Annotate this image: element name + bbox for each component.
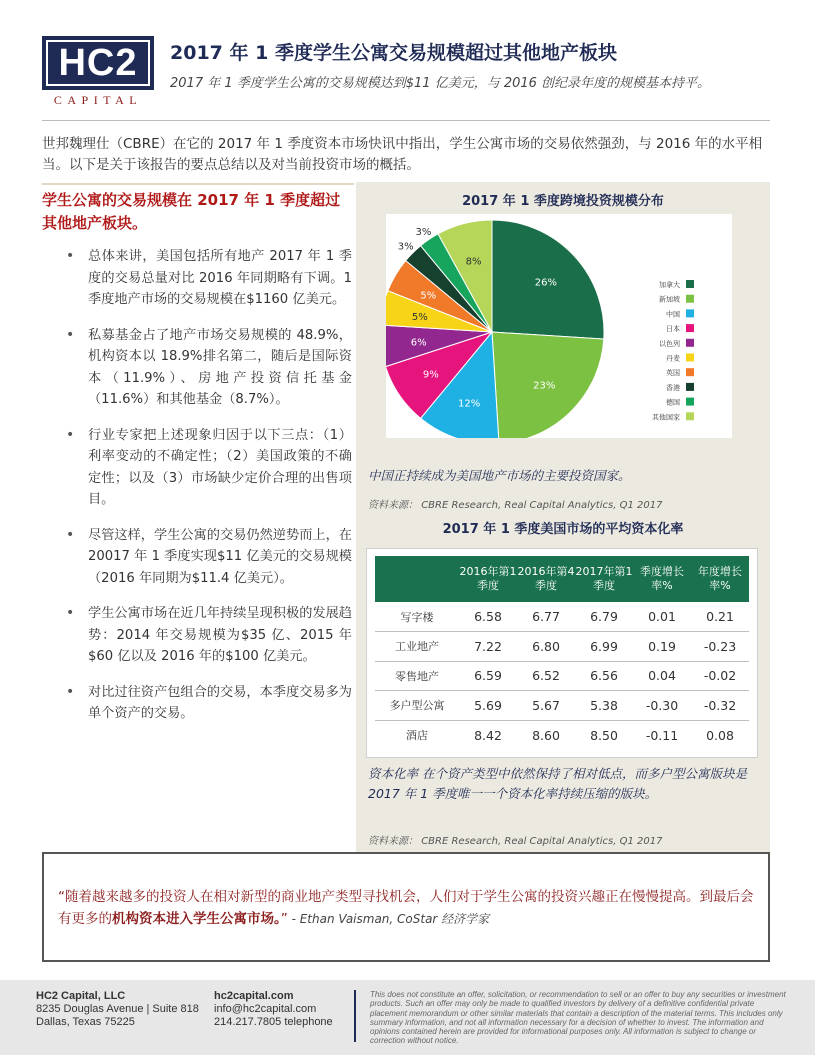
legend-label-5: 丹麦 (666, 354, 680, 363)
footer-phone: 214.217.7805 telephone (214, 1016, 333, 1028)
footer-company: HC2 Capital, LLC (36, 990, 126, 1002)
table-cell: 6.59 (459, 661, 517, 691)
legend-swatch-1 (686, 295, 694, 303)
table-cell: -0.30 (633, 691, 691, 721)
bullet-item: • 总体来讲，美国包括所有地产 2017 年 1 季度的交易总量对比 2016 年同期略有下调。1 季度地产市场的交易规模在$1160 亿美元。 (64, 246, 352, 311)
table-caption: 资本化率 在个资产类型中依然保持了相对低点，而多户型公寓版块是 2017 年 1 季度唯一一个资本化率持续压缩的版块。 (368, 766, 747, 801)
legend-label-8: 德国 (666, 398, 680, 407)
key-points-list (64, 246, 352, 725)
table-cell: 0.21 (691, 602, 749, 632)
table-row (375, 602, 749, 632)
pie-chart-container (386, 214, 732, 438)
chart-caption: 中国正持续成为美国地产市场的主要投资国家。 (368, 468, 631, 483)
chart-source (368, 496, 662, 511)
pie-label-5: 5% (411, 311, 428, 323)
legend-swatch-9 (686, 412, 694, 420)
table-cell: 7.22 (459, 632, 517, 662)
table-row (375, 632, 749, 662)
table-cell: 酒店 (406, 729, 428, 742)
table-cell: 0.04 (633, 661, 691, 691)
legend-label-0: 加拿大 (659, 281, 680, 289)
footer-email-link[interactable]: info@hc2capital.com (214, 1003, 317, 1015)
bullet-item: • 对比过往资产包组合的交易，本季度交易多为单个资产的交易。 (64, 682, 352, 725)
legend-label-4: 以色列 (659, 339, 680, 348)
table-row (375, 661, 749, 691)
legend-swatch-7 (686, 383, 694, 391)
logo-subtext: CAPITAL (53, 93, 143, 107)
company-logo (42, 36, 154, 108)
footer-address-line: Dallas, Texas 75225 (36, 1016, 135, 1028)
header-divider (42, 120, 770, 121)
bullet-item: • 尽管这样，学生公寓的交易仍然逆势而上，在 20017 年 1 季度实现$11 亿美元的交易规模（2016 年同期为$11.4 亿美元）。 (64, 525, 352, 590)
page-footer (0, 980, 815, 1055)
sidebar-panel (356, 182, 770, 852)
page-title: 2017 年 1 季度学生公寓交易规模超过其他地产板块 (170, 42, 617, 64)
legend-swatch-6 (686, 368, 694, 376)
pie-label-2: 12% (458, 398, 481, 410)
footer-divider (354, 990, 356, 1042)
header-cell: 2017年第1季度 (575, 556, 633, 602)
legend-swatch-2 (686, 309, 694, 317)
table-cell: 0.19 (633, 632, 691, 662)
legend-label-6: 英国 (666, 369, 680, 378)
quote-box (42, 852, 770, 962)
table-cell: 6.52 (517, 661, 575, 691)
source-label: 资料来源： (368, 500, 418, 511)
header-cell: 2016年第1季度 (459, 556, 517, 602)
table-cell: 8.60 (532, 727, 560, 743)
footer-links (214, 990, 333, 1029)
table-cell: 6.77 (517, 602, 575, 632)
pie-chart (386, 214, 732, 438)
footer-disclaimer: This does not constitute an offer, solicitation, or recommendation to sell or an offer to buy any securities or investment products. Such an offer may only be made to qualified investors by delivery of a definitive confidential private placement memorandum or other similar materials that contain a description of the material terms. This includes only summary information, and not all information necessary for a decision of whether to invest. The information and opinions contained herein are provided for informational purposes only. All information is subject to change or correction without notice. (370, 990, 786, 1046)
legend-label-9: 其他国家 (652, 413, 680, 422)
section-heading: 学生公寓的交易规模在 2017 年 1 季度超过其他地产板块。 (42, 183, 354, 235)
pie-label-0: 26% (534, 277, 558, 289)
legend-swatch-5 (686, 354, 694, 362)
table-cell: 多户型公寓 (375, 691, 459, 721)
footer-contact (36, 990, 199, 1029)
legend-swatch-8 (686, 398, 694, 406)
table-row (375, 691, 749, 721)
chart-title: 2017 年 1 季度跨境投资规模分布 (462, 194, 664, 209)
bullet-item: • 私募基金占了地产市场交易规模的 48.9%，机构资本以 18.9%排名第二，随后是国际资本（11.9%）、房地产投资信托基金（11.6%）和其他基金（8.7%）。 (64, 325, 352, 411)
cap-rate-table-container (366, 548, 758, 758)
table-title: 2017 年 1 季度美国市场的平均资本化率 (442, 522, 684, 537)
source-text: CBRE Research, Real Capital Analytics, Q1 2017 (421, 500, 663, 511)
table-cell: 5.69 (459, 691, 517, 721)
table-cell: 8.42 (474, 727, 502, 743)
table-cell: -0.23 (691, 632, 749, 662)
table-cell: 零售地产 (375, 661, 459, 691)
footer-website-link[interactable]: hc2capital.com (214, 990, 294, 1002)
header-cell: 季度增长率% (633, 556, 691, 602)
header-cell (375, 556, 459, 602)
header-cell: 年度增长率% (691, 556, 749, 602)
table-cell: 工业地产 (375, 632, 459, 662)
table-cell: 6.58 (459, 602, 517, 632)
source-label: 资料来源： (368, 836, 418, 847)
legend-label-2: 中国 (666, 310, 680, 319)
table-cell: 5.67 (517, 691, 575, 721)
pie-label-7: 3% (397, 241, 414, 253)
table-cell: 8.50 (590, 727, 618, 743)
pie-label-1: 23% (533, 380, 556, 392)
bullet-item: • 学生公寓市场在近几年持续呈现积极的发展趋势：2014 年交易规模为$35 亿、2015 年$60 亿以及 2016 年的$100 亿美元。 (64, 603, 352, 668)
table-cell: 6.56 (575, 661, 633, 691)
table-cell: -0.32 (691, 691, 749, 721)
table-cell: 0.08 (706, 727, 734, 743)
footer-address-line: 8235 Douglas Avenue | Suite 818 (36, 1003, 199, 1015)
header-cell: 2016年第4季度 (517, 556, 575, 602)
quote-text: “随着越来越多的投资人在相对新型的商业地产类型寻找机会，人们对于学生公寓的投资兴趣正在慢慢提高。到最后会有更多的 (58, 889, 754, 927)
legend-label-7: 香港 (666, 383, 680, 392)
table-row (375, 720, 749, 750)
quote-emphasis: 机构资本进入学生公寓市场。 (112, 911, 281, 927)
logo-mark: HC2 (42, 36, 154, 90)
table-cell: 6.99 (575, 632, 633, 662)
table-source (368, 832, 662, 847)
page-subtitle: 2017 年 1 季度学生公寓的交易规模达到$11 亿美元，与 2016 创纪录年度的规模基本持平。 (170, 76, 711, 91)
table-header-row (375, 556, 749, 602)
table-cell: 0.01 (633, 602, 691, 632)
table-cell: 5.38 (575, 691, 633, 721)
legend-label-3: 日本 (666, 325, 680, 334)
quote-attribution: - Ethan Vaisman, CoStar 经济学家 (287, 912, 490, 926)
table-cell: -0.02 (691, 661, 749, 691)
table-cell: 6.79 (575, 602, 633, 632)
pie-label-3: 9% (422, 369, 439, 381)
pie-label-9: 8% (465, 256, 482, 268)
table-cell: 写字楼 (375, 602, 459, 632)
pie-label-8: 3% (415, 227, 432, 239)
table-cell: 6.80 (517, 632, 575, 662)
legend-swatch-3 (686, 324, 694, 332)
source-text: CBRE Research, Real Capital Analytics, Q1 2017 (421, 836, 663, 847)
legend-swatch-4 (686, 339, 694, 347)
legend-swatch-0 (686, 280, 694, 288)
pie-label-4: 6% (410, 337, 427, 349)
bullet-item: • 行业专家把上述现象归因于以下三点：（1）利率变动的不确定性；（2）美国政策的不确定性；以及（3）市场缺少定价合理的出售项目。 (64, 425, 352, 511)
quote-close: ” (280, 911, 288, 927)
cap-rate-table (375, 556, 749, 750)
intro-paragraph: 世邦魏理仕（CBRE）在它的 2017 年 1 季度资本市场快讯中指出，学生公寓市场的交易依然强劲，与 2016 年的水平相当。以下是关于该报告的要点总结以及对当前投资市场的概括。 (42, 136, 763, 173)
legend-label-1: 新加坡 (659, 295, 680, 304)
table-cell: -0.11 (645, 727, 679, 743)
pie-label-6: 5% (420, 290, 437, 302)
